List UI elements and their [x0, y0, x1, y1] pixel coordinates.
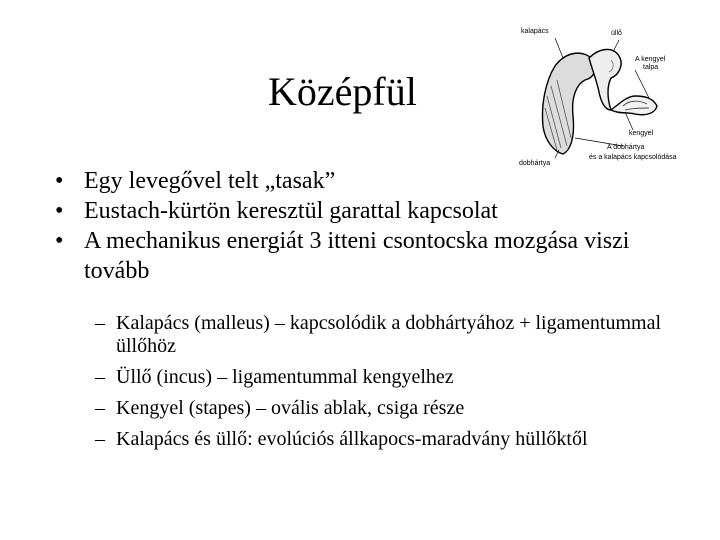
bullet-item: [55, 226, 695, 286]
malleus-shape: [543, 53, 596, 154]
subbullet-text: Kengyel (stapes) – ovális ablak, csiga része: [116, 397, 465, 419]
bullet-text: A mechanikus energiát 3 itteni csontocska mozgása viszi tovább: [84, 228, 630, 284]
dash-marker: –: [95, 312, 105, 334]
subbullet-item: [95, 312, 695, 358]
slide-title: Középfül: [268, 69, 417, 114]
bullet-item: [55, 196, 695, 226]
subbullet-text: Kalapács (malleus) – kapcsolódik a dobhártyához + ligamentummal üllőhöz: [116, 312, 661, 357]
middle-ear-ossicles-figure: [515, 26, 685, 172]
bullet-item: [55, 166, 695, 196]
bullet-text: Egy levegővel telt „tasak”: [84, 168, 336, 194]
bullet-marker: •: [55, 198, 64, 224]
label-kengyel: kengyel: [629, 130, 654, 137]
dash-marker: –: [95, 397, 105, 419]
label-kengyel-talpa-line2: talpa: [643, 64, 659, 71]
bullet-marker: •: [55, 168, 64, 194]
subbullet-text: Kalapács és üllő: evolúciós állkapocs-maradvány hüllőktől: [116, 428, 588, 450]
stapes-shape: [611, 96, 657, 115]
dash-marker: –: [95, 366, 105, 388]
dash-marker: –: [95, 428, 105, 450]
bullet-list: [55, 166, 695, 286]
label-kengyel-talpa-line1: A kengyel: [635, 56, 666, 63]
label-dobhartya: dobhártya: [519, 160, 551, 167]
incus-shape: [589, 49, 621, 110]
label-ullo: üllő: [611, 30, 622, 37]
bullet-text: Eustach-kürtön keresztül garattal kapcsolat: [84, 198, 498, 224]
subbullet-item: [95, 366, 695, 389]
subbullet-item: [95, 428, 695, 451]
ossicles-drawing: [515, 26, 685, 172]
subbullet-item: [95, 397, 695, 420]
label-kalapacs: kalapács: [521, 28, 549, 35]
label-kapcsolodas-line2: és a kalapács kapcsolódása: [589, 154, 677, 161]
subbullet-text: Üllő (incus) – ligamentummal kengyelhez: [116, 366, 454, 388]
bullet-marker: •: [55, 228, 64, 254]
label-kapcsolodas-line1: A dobhártya: [607, 144, 645, 151]
subbullet-list: [95, 312, 695, 459]
